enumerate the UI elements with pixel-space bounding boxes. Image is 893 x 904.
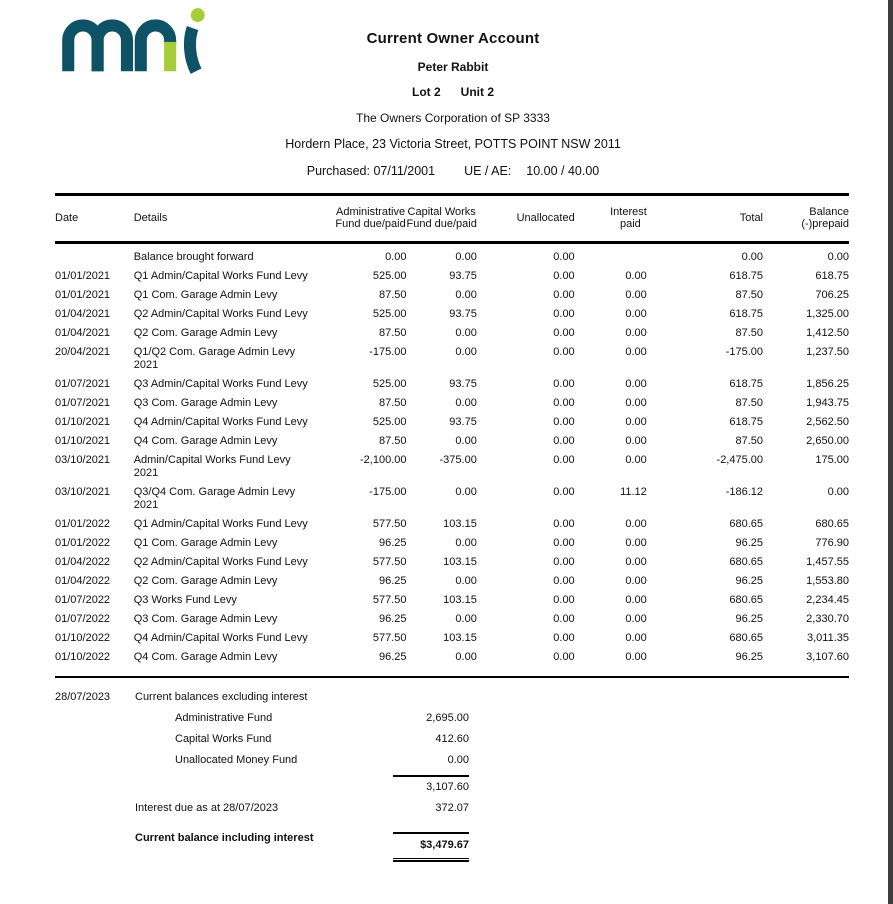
capital-works-cell: 0.00 <box>455 575 477 587</box>
total-cell: 87.50 <box>735 435 764 447</box>
date-cell <box>55 243 134 268</box>
details-cell: Q4 Com. Garage Admin Levy <box>133 651 278 663</box>
table-row <box>55 413 849 432</box>
interest-cell: 0.00 <box>625 378 647 390</box>
interest-due-row <box>55 802 851 815</box>
date-cell: 01/10/2021 <box>55 435 111 447</box>
unallocated-cell: 0.00 <box>553 556 575 568</box>
table-row <box>55 267 849 286</box>
table-header-row <box>55 195 849 243</box>
balance-cell: 0.00 <box>827 251 849 263</box>
table-row <box>55 324 849 343</box>
capital-works-cell: 0.00 <box>455 537 477 549</box>
admin-fund-cell: 96.25 <box>378 575 407 587</box>
details-cell: Q4 Com. Garage Admin Levy <box>133 435 278 447</box>
capital-works-cell: 0.00 <box>455 651 477 663</box>
interest-cell <box>575 243 647 268</box>
table-row <box>55 553 849 572</box>
lot-unit-line <box>55 85 851 99</box>
balance-cell: 680.65 <box>815 518 849 530</box>
details-cell: Admin/Capital Works Fund Levy 2021 <box>133 454 291 479</box>
total-cell: 96.25 <box>735 613 764 625</box>
table-row <box>55 534 849 553</box>
date-cell: 01/10/2022 <box>55 651 111 663</box>
capital-works-cell: 0.00 <box>455 397 477 409</box>
fund-label: Capital Works Fund <box>175 733 272 745</box>
date-cell: 01/04/2021 <box>55 327 111 339</box>
balance-cell: 706.25 <box>815 289 849 301</box>
total-cell: 0.00 <box>741 251 764 263</box>
admin-fund-cell: 96.25 <box>378 613 407 625</box>
capital-works-cell: 103.15 <box>443 594 477 606</box>
capital-works-cell: 103.15 <box>443 632 477 644</box>
unallocated-cell: 0.00 <box>553 435 575 447</box>
interest-cell: 0.00 <box>625 435 647 447</box>
purchased-label: Purchased: <box>306 164 370 178</box>
total-cell: 680.65 <box>729 594 764 606</box>
total-cell: 618.75 <box>729 378 764 390</box>
interest-cell: 0.00 <box>625 575 647 587</box>
capital-works-cell: 93.75 <box>449 378 477 390</box>
total-cell: -186.12 <box>725 486 764 498</box>
table-row <box>55 610 849 629</box>
fund-value: 2,695.00 <box>426 712 469 724</box>
admin-fund-cell: 525.00 <box>372 270 407 282</box>
details-cell: Balance brought forward <box>133 251 254 263</box>
balance-cell: 175.00 <box>815 454 849 466</box>
unallocated-cell: 0.00 <box>553 632 575 644</box>
date-cell: 01/01/2021 <box>55 270 111 282</box>
details-cell: Q4 Admin/Capital Works Fund Levy <box>133 416 308 428</box>
balance-cell: 1,457.55 <box>806 556 849 568</box>
admin-fund-cell: 87.50 <box>378 397 407 409</box>
date-cell: 01/07/2022 <box>55 613 111 625</box>
current-balance-row <box>55 832 851 854</box>
unallocated-cell: 0.00 <box>553 518 575 530</box>
admin-fund-cell: 96.25 <box>378 537 407 549</box>
current-balance-value: $3,479.67 <box>393 832 469 854</box>
balance-cell: 1,856.25 <box>806 378 849 390</box>
balance-cell: 2,650.00 <box>806 435 849 447</box>
fund-row-administrative <box>55 712 851 725</box>
details-cell: Q1/Q2 Com. Garage Admin Levy 2021 <box>133 346 296 371</box>
interest-cell: 0.00 <box>625 613 647 625</box>
unallocated-cell: 0.00 <box>553 486 575 498</box>
total-cell: 618.75 <box>729 308 764 320</box>
admin-fund-cell: 96.25 <box>378 651 407 663</box>
balance-cell: 1,237.50 <box>806 346 849 358</box>
unallocated-cell: 0.00 <box>553 378 575 390</box>
capital-works-cell: 0.00 <box>455 346 477 358</box>
date-cell: 01/04/2022 <box>55 556 111 568</box>
table-row <box>55 648 849 677</box>
interest-cell: 0.00 <box>625 397 647 409</box>
interest-cell: 0.00 <box>625 308 647 320</box>
details-cell: Q1 Com. Garage Admin Levy <box>133 537 278 549</box>
table-body <box>55 243 849 678</box>
report-title: Current Owner Account <box>366 30 540 47</box>
unallocated-cell: 0.00 <box>553 397 575 409</box>
admin-fund-cell: 87.50 <box>378 327 407 339</box>
date-cell: 01/04/2022 <box>55 575 111 587</box>
fund-row-capital-works <box>55 733 851 746</box>
table-row <box>55 432 849 451</box>
unallocated-cell: 0.00 <box>553 613 575 625</box>
balance-cell: 776.90 <box>815 537 849 549</box>
admin-fund-cell: 577.50 <box>372 632 407 644</box>
unit-number: Unit 2 <box>460 85 494 99</box>
details-cell: Q3 Works Fund Levy <box>133 594 237 606</box>
admin-fund-cell: -175.00 <box>369 486 407 498</box>
details-cell: Q1 Admin/Capital Works Fund Levy <box>133 518 308 530</box>
date-cell: 03/10/2021 <box>55 486 111 498</box>
admin-fund-cell: 87.50 <box>378 435 407 447</box>
col-header-date: Date <box>55 195 134 243</box>
fund-value: 412.60 <box>435 733 469 745</box>
interest-cell: 0.00 <box>625 537 647 549</box>
total-cell: 87.50 <box>735 397 764 409</box>
interest-cell: 0.00 <box>625 594 647 606</box>
capital-works-cell: 0.00 <box>455 251 477 263</box>
details-cell: Q3 Com. Garage Admin Levy <box>133 613 278 625</box>
date-cell: 01/07/2022 <box>55 594 111 606</box>
date-cell: 01/10/2022 <box>55 632 111 644</box>
owner-name: Peter Rabbit <box>417 60 489 74</box>
unallocated-cell: 0.00 <box>553 270 575 282</box>
unallocated-cell: 0.00 <box>553 594 575 606</box>
details-cell: Q2 Admin/Capital Works Fund Levy <box>133 308 308 320</box>
balance-summary <box>55 691 851 862</box>
admin-fund-cell: 525.00 <box>372 378 407 390</box>
fund-row-unallocated <box>55 754 851 767</box>
total-cell: -2,475.00 <box>716 454 764 466</box>
details-cell: Q1 Admin/Capital Works Fund Levy <box>133 270 308 282</box>
capital-works-cell: 0.00 <box>455 327 477 339</box>
balance-cell: 1,553.80 <box>806 575 849 587</box>
balance-cell: 1,943.75 <box>806 397 849 409</box>
interest-due-value: 372.07 <box>435 802 469 814</box>
interest-cell: 0.00 <box>625 327 647 339</box>
col-header-total: Total <box>647 195 763 243</box>
interest-cell: 0.00 <box>625 651 647 663</box>
balance-cell: 2,234.45 <box>806 594 849 606</box>
unallocated-cell: 0.00 <box>553 454 575 466</box>
balance-cell: 1,412.50 <box>806 327 849 339</box>
admin-fund-cell: 577.50 <box>372 594 407 606</box>
fund-label: Administrative Fund <box>175 712 273 724</box>
capital-works-cell: 93.75 <box>449 416 477 428</box>
details-cell: Q1 Com. Garage Admin Levy <box>133 289 278 301</box>
table-row <box>55 572 849 591</box>
summary-date: 28/07/2023 <box>55 691 111 703</box>
ue-ae-value: 10.00 / 40.00 <box>526 164 600 178</box>
admin-fund-cell: -175.00 <box>369 346 407 358</box>
summary-heading-row <box>55 691 851 704</box>
interest-cell: 0.00 <box>625 289 647 301</box>
interest-cell: 0.00 <box>625 632 647 644</box>
property-address: Hordern Place, 23 Victoria Street, POTTS POINT NSW 2011 <box>285 137 621 151</box>
interest-due-label: Interest due as at 28/07/2023 <box>135 802 279 814</box>
col-header-balance: Balance (-)prepaid <box>763 195 849 243</box>
col-header-interest: Interest paid <box>575 195 647 243</box>
current-balance-label: Current balance including interest <box>135 832 314 844</box>
balance-cell: 0.00 <box>827 486 849 498</box>
total-cell: 87.50 <box>735 327 764 339</box>
unallocated-cell: 0.00 <box>553 651 575 663</box>
double-rule <box>393 858 469 862</box>
table-row <box>55 483 849 515</box>
unallocated-cell: 0.00 <box>553 308 575 320</box>
date-cell: 01/01/2022 <box>55 537 111 549</box>
lot-number: Lot 2 <box>411 85 441 99</box>
table-row <box>55 451 849 483</box>
total-cell: -175.00 <box>725 346 764 358</box>
table-row <box>55 343 849 375</box>
capital-works-cell: -375.00 <box>439 454 477 466</box>
total-cell: 680.65 <box>729 518 764 530</box>
unallocated-cell: 0.00 <box>553 327 575 339</box>
date-cell: 01/01/2021 <box>55 289 111 301</box>
interest-cell: 0.00 <box>625 270 647 282</box>
mri-logo-graphic <box>57 6 209 76</box>
total-cell: 680.65 <box>729 632 764 644</box>
table-row <box>55 375 849 394</box>
table-row <box>55 286 849 305</box>
admin-fund-cell: 87.50 <box>378 289 407 301</box>
fund-value: 0.00 <box>447 754 469 766</box>
balance-cell: 2,562.50 <box>806 416 849 428</box>
date-cell: 01/07/2021 <box>55 378 111 390</box>
col-header-unallocated: Unallocated <box>477 195 575 243</box>
fund-label: Unallocated Money Fund <box>175 754 298 766</box>
interest-cell: 11.12 <box>620 486 647 498</box>
subtotal-value: 3,107.60 <box>393 775 469 794</box>
date-cell: 20/04/2021 <box>55 346 111 358</box>
date-cell: 01/07/2021 <box>55 397 111 409</box>
capital-works-cell: 93.75 <box>449 270 477 282</box>
balance-cell: 1,325.00 <box>806 308 849 320</box>
details-cell: Q3 Com. Garage Admin Levy <box>133 397 278 409</box>
ue-ae-label: UE / AE: <box>464 164 512 178</box>
admin-fund-cell: 577.50 <box>372 556 407 568</box>
capital-works-cell: 0.00 <box>455 613 477 625</box>
capital-works-cell: 103.15 <box>443 556 477 568</box>
total-cell: 618.75 <box>729 270 764 282</box>
owners-corporation: The Owners Corporation of SP 3333 <box>356 111 550 125</box>
details-cell: Q2 Com. Garage Admin Levy <box>133 327 278 339</box>
unallocated-cell: 0.00 <box>553 537 575 549</box>
unallocated-cell: 0.00 <box>553 346 575 358</box>
total-cell: 87.50 <box>735 289 764 301</box>
capital-works-cell: 0.00 <box>455 435 477 447</box>
owner-account-table <box>55 193 849 678</box>
interest-cell: 0.00 <box>625 518 647 530</box>
total-cell: 618.75 <box>729 416 764 428</box>
admin-fund-cell: -2,100.00 <box>360 454 407 466</box>
unallocated-cell: 0.00 <box>553 289 575 301</box>
date-cell: 01/10/2021 <box>55 416 111 428</box>
capital-works-cell: 93.75 <box>449 308 477 320</box>
total-cell: 96.25 <box>735 537 764 549</box>
table-row <box>55 243 849 268</box>
col-header-capital-works: Capital Works Fund due/paid <box>406 195 476 243</box>
interest-cell: 0.00 <box>625 346 647 358</box>
details-cell: Q2 Admin/Capital Works Fund Levy <box>133 556 308 568</box>
mri-logo <box>57 6 209 81</box>
purchased-line <box>55 164 851 178</box>
table-row <box>55 394 849 413</box>
table-row <box>55 591 849 610</box>
unallocated-cell: 0.00 <box>553 575 575 587</box>
balance-cell: 618.75 <box>815 270 849 282</box>
capital-works-cell: 103.15 <box>443 518 477 530</box>
col-header-details: Details <box>134 195 335 243</box>
details-cell: Q3/Q4 Com. Garage Admin Levy 2021 <box>133 486 296 511</box>
admin-fund-cell: 525.00 <box>372 416 407 428</box>
report-header <box>55 0 851 178</box>
admin-fund-cell: 0.00 <box>385 251 407 263</box>
date-cell: 03/10/2021 <box>55 454 111 466</box>
unallocated-cell: 0.00 <box>553 251 575 263</box>
capital-works-cell: 0.00 <box>455 486 477 498</box>
total-cell: 96.25 <box>735 651 764 663</box>
capital-works-cell: 0.00 <box>455 289 477 301</box>
date-cell: 01/01/2022 <box>55 518 111 530</box>
admin-fund-cell: 525.00 <box>372 308 407 320</box>
unallocated-cell: 0.00 <box>553 416 575 428</box>
balance-cell: 2,330.70 <box>806 613 849 625</box>
details-cell: Q2 Com. Garage Admin Levy <box>133 575 278 587</box>
interest-cell: 0.00 <box>625 416 647 428</box>
table-row <box>55 305 849 324</box>
details-cell: Q3 Admin/Capital Works Fund Levy <box>133 378 308 390</box>
summary-heading: Current balances excluding interest <box>135 691 308 703</box>
total-cell: 680.65 <box>729 556 764 568</box>
interest-cell: 0.00 <box>625 556 647 568</box>
date-cell: 01/04/2021 <box>55 308 111 320</box>
col-header-admin-fund: Administrative Fund due/paid <box>335 195 407 243</box>
interest-cell: 0.00 <box>625 454 647 466</box>
admin-fund-cell: 577.50 <box>372 518 407 530</box>
table-row <box>55 629 849 648</box>
details-cell: Q4 Admin/Capital Works Fund Levy <box>133 632 308 644</box>
purchased-date: 07/11/2001 <box>373 164 436 178</box>
table-row <box>55 515 849 534</box>
subtotal-row <box>55 775 851 794</box>
total-cell: 96.25 <box>735 575 764 587</box>
balance-cell: 3,011.35 <box>806 632 849 644</box>
balance-cell: 3,107.60 <box>806 651 849 663</box>
